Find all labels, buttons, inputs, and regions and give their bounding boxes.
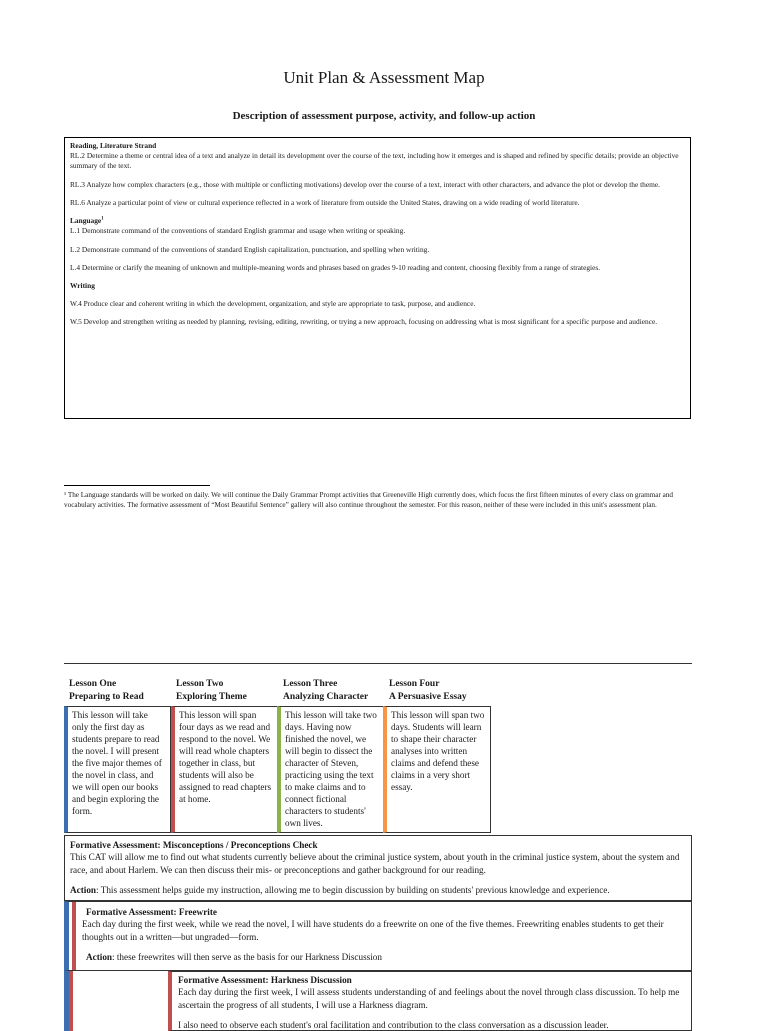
lesson-one-title: Lesson One <box>69 679 117 689</box>
action-label: Action <box>70 885 97 896</box>
lesson-two-body: This lesson will span four days as we read and respond to the novel. We will read whole chapters together in class, but students will also be assigned to read chapters at home. <box>179 710 272 804</box>
language-heading <box>70 216 685 226</box>
language-heading-text: Language <box>70 216 102 226</box>
standard-l2: L.2 Demonstrate command of the conventions of standard English capitalization, punctuation, and spelling when writing. <box>70 244 430 254</box>
standard-w5: W.5 Develop and strengthen writing as needed by planning, revising, editing, rewriting, or trying a new approach, focusing on addressing what is most significant for a specific purpose and audience. <box>70 317 658 327</box>
freewrite-accent-bar <box>72 902 76 970</box>
assessment-harkness-extra: I also need to observe each student's oral facilitation and contribution to the class conversation as a discussion leader. <box>178 1020 609 1031</box>
footnote-marker: 1 <box>101 216 104 222</box>
standard-rl3: RL.3 Analyze how complex characters (e.g., those with multiple or conflicting motivations) develop over the course of a text, interact with other characters, and advance the plot or develop the theme. <box>70 179 661 189</box>
assessment-misconceptions-title: Formative Assessment: Misconceptions / Preconceptions Check <box>70 840 318 850</box>
standards-box <box>64 137 691 419</box>
standard-l1: L.1 Demonstrate command of the conventions of standard English grammar and usage when writing or speaking. <box>70 226 406 236</box>
lesson-three-body: This lesson will take two days. Having now finished the novel, we will begin to dissect the character of Steven, practicing using the text to make claims and to connect fictional characters to students' own lives. <box>285 710 377 828</box>
lesson-four-body: This lesson will span two days. Students will learn to shape their character analyses into written claims and defend these claims in a very short essay. <box>391 710 485 792</box>
page-title: Unit Plan & Assessment Map <box>283 68 485 87</box>
lesson-two-box <box>171 706 278 833</box>
harkness-outer-bar <box>69 971 172 1031</box>
action-text: : these freewrites will then serve as the basis for our Harkness Discussion <box>112 952 382 963</box>
standard-l4: L.4 Determine or clarify the meaning of unknown and multiple-meaning words and phrases based on grades 9-10 reading and content, choosing flexibly from a range of strategies. <box>70 262 601 272</box>
writing-heading: Writing <box>70 280 95 290</box>
section-divider <box>64 663 692 664</box>
standard-rl2: RL.2 Determine a theme or central idea of a text and analyze in detail its development over the course of the text, including how it emerges and is shaped and refined by specific details; provide an objective summary of the text. <box>70 151 679 171</box>
lesson-one-heading <box>69 678 144 704</box>
assessment-freewrite-body: Each day during the first week, while we read the novel, I will have students do a freewrite on one of the five themes. Freewriting enables students to get their thoughts out in a written—but ungraded—form. <box>82 919 664 942</box>
lesson-three-title: Lesson Three <box>283 679 338 689</box>
lesson-one-body: This lesson will take only the first day as students prepare to read the novel. I will present the five major themes of the novel in class, and we will open our books and begin exploring the form. <box>72 710 162 816</box>
lesson-three-subtitle: Analyzing Character <box>283 691 369 702</box>
standard-rl6: RL.6 Analyze a particular point of view or cultural experience reflected in a work of literature from outside the United States, drawing on a wide reading of world literature. <box>70 197 580 207</box>
freewrite-content <box>82 906 685 964</box>
standard-w4: W.4 Produce clear and coherent writing in which the development, organization, and style are appropriate to task, purpose, and audience. <box>70 299 476 309</box>
assessment-misconceptions <box>64 835 692 901</box>
lesson-three-box <box>277 706 384 833</box>
lesson-one-box <box>64 706 171 833</box>
assessment-harkness <box>64 971 692 1031</box>
assessment-harkness-title: Formative Assessment: Harkness Discussion <box>178 975 352 985</box>
lesson-four-heading <box>389 678 467 704</box>
assessment-harkness-body: Each day during the first week, I will assess students understanding of and feelings about the novel through class discussion. To help me ascertain the progress of all students, I will use a Harkness diagram. <box>178 987 680 1010</box>
harkness-inner-box <box>168 971 692 1031</box>
action-label: Action <box>86 952 113 963</box>
assessment-misconceptions-body: This CAT will allow me to find out what students currently believe about the criminal justice system, about youth in the criminal justice system, about the system and race, and about Harlem. We can then discuss their mis- or preconceptions and gather background for our reading. <box>70 852 680 875</box>
page-subtitle: Description of assessment purpose, activity, and follow-up action <box>232 110 536 122</box>
lesson-two-heading <box>176 678 247 704</box>
lesson-four-title: Lesson Four <box>389 679 440 689</box>
lesson-four-subtitle: A Persuasive Essay <box>389 691 467 702</box>
lesson-four-box <box>383 706 491 833</box>
assessment-freewrite <box>64 901 692 971</box>
lesson-two-title: Lesson Two <box>176 679 224 689</box>
assessment-freewrite-action <box>82 951 685 963</box>
footnote-text: ¹ The Language standards will be worked on daily. We will continue the Daily Grammar Prompt activities that Greeneville High currently does, which focus the first fifteen minutes of every class on grammar and vocabulary activities. The formative assessment of “Most Beautiful Sentence” gallery will also continue throughout the semester. For this reason, neither of these were included in this unit's assessment plan. <box>64 491 674 510</box>
assessment-misconceptions-action <box>70 884 685 896</box>
footnote-divider <box>64 485 210 486</box>
assessment-freewrite-title: Formative Assessment: Freewrite <box>86 907 217 917</box>
action-text: : This assessment helps guide my instruction, allowing me to begin discussion by building on students' previous knowledge and experience. <box>96 885 610 896</box>
reading-heading: Reading, Literature Strand <box>70 141 157 150</box>
lesson-three-heading <box>283 678 368 704</box>
lesson-one-subtitle: Preparing to Read <box>69 691 144 702</box>
lesson-two-subtitle: Exploring Theme <box>176 691 247 702</box>
